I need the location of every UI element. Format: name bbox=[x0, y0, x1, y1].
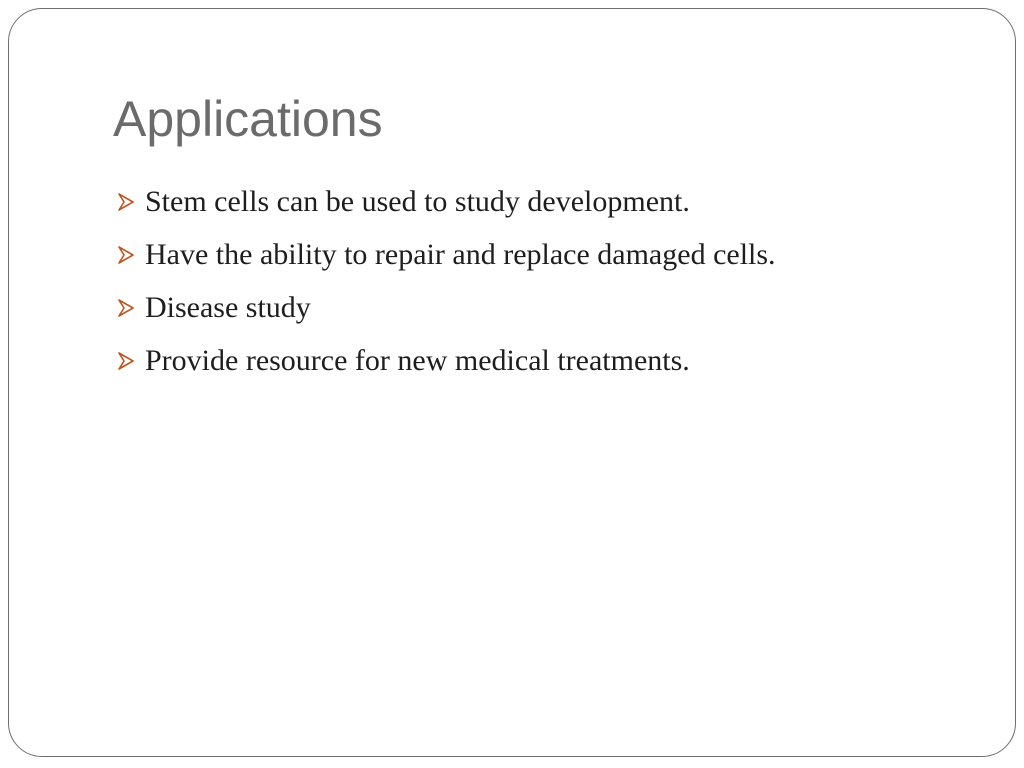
arrowhead-bullet-icon bbox=[115, 244, 137, 266]
bullet-list bbox=[115, 175, 776, 387]
list-item bbox=[115, 175, 776, 228]
bullet-text: Have the ability to repair and replace damaged cells. bbox=[145, 237, 776, 271]
list-item bbox=[115, 228, 776, 281]
bullet-text: Disease study bbox=[145, 290, 311, 324]
arrowhead-bullet-icon bbox=[115, 191, 137, 213]
list-item bbox=[115, 281, 776, 334]
bullet-text: Provide resource for new medical treatments. bbox=[145, 343, 690, 377]
arrowhead-bullet-icon bbox=[115, 350, 137, 372]
slide-title: Applications bbox=[113, 91, 383, 147]
slide bbox=[8, 8, 1016, 757]
bullet-text: Stem cells can be used to study development. bbox=[145, 184, 690, 218]
arrowhead-bullet-icon bbox=[115, 297, 137, 319]
list-item bbox=[115, 334, 776, 387]
